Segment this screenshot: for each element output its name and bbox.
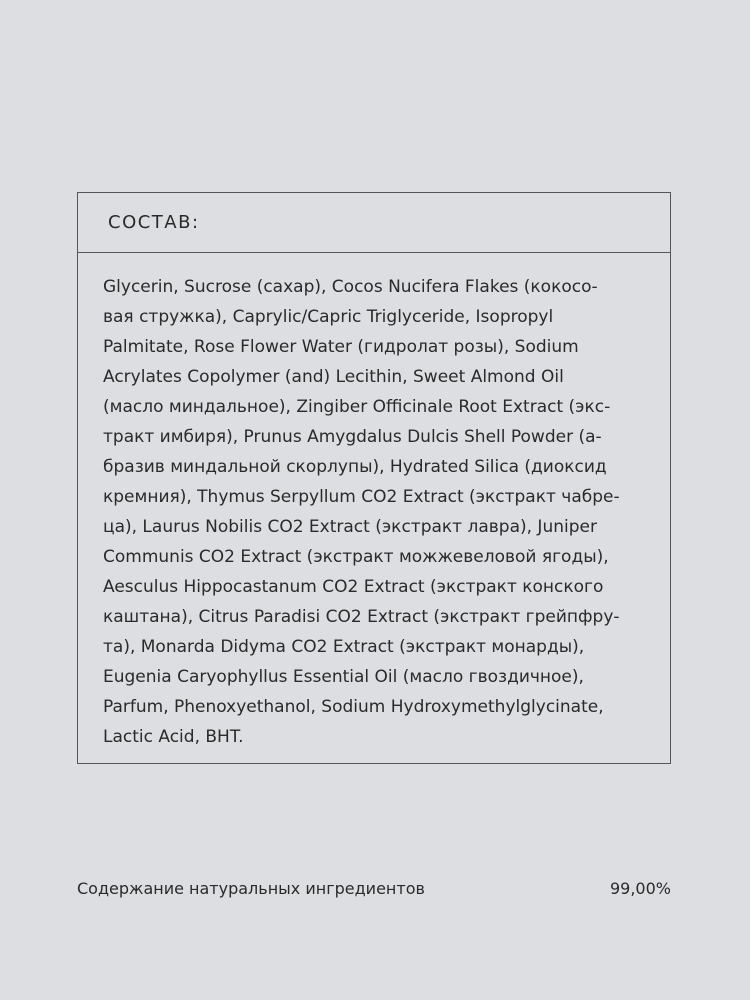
composition-body (78, 253, 670, 752)
natural-content-value: 99,00% (609, 879, 671, 898)
natural-content-label: Содержание натуральных ингредиентов (77, 879, 425, 898)
ingredients-list: Glycerin, Sucrose (сахар), Cocos Nucifera Flakes (кокосо- вая стружка), Caprylic/Capric Triglyceride, Isopropyl Palmitate, Rose Flower Water (гидролат розы), Sodium Acrylates Copolymer (and) Lecithin, Sweet Almond Oil (масло миндальное), Zingiber Officinale Root Extract (экс- тракт имбиря), Prunus Amygdalus Dulcis Shell Powder (а- бразив миндальной скорлупы), Hydrated Silica (диоксид кремния), Thymus Serpyllum CO2 Extract (экстракт чабре- ца), Laurus Nobilis CO2 Extract (экстракт лавра), Juniper Communis CO2 Extract (экстракт можжевеловой ягоды), Aesculus Hippocastanum CO2 Extract (экстракт конского каштана), Citrus Paradisi CO2 Extract (экстракт грейпфру- та), Monarda Didyma CO2 Extract (экстракт монарды), Eugenia Caryophyllus Essential Oil (масло гвоздичное), Parfum, Phenoxyethanol, Sodium Hydroxymethylglycinate, Lactic Acid, BHT. (103, 277, 620, 747)
natural-content-row (77, 879, 671, 898)
composition-panel (77, 192, 671, 764)
composition-header (78, 193, 670, 253)
composition-title: СОСТАВ: (108, 212, 200, 233)
